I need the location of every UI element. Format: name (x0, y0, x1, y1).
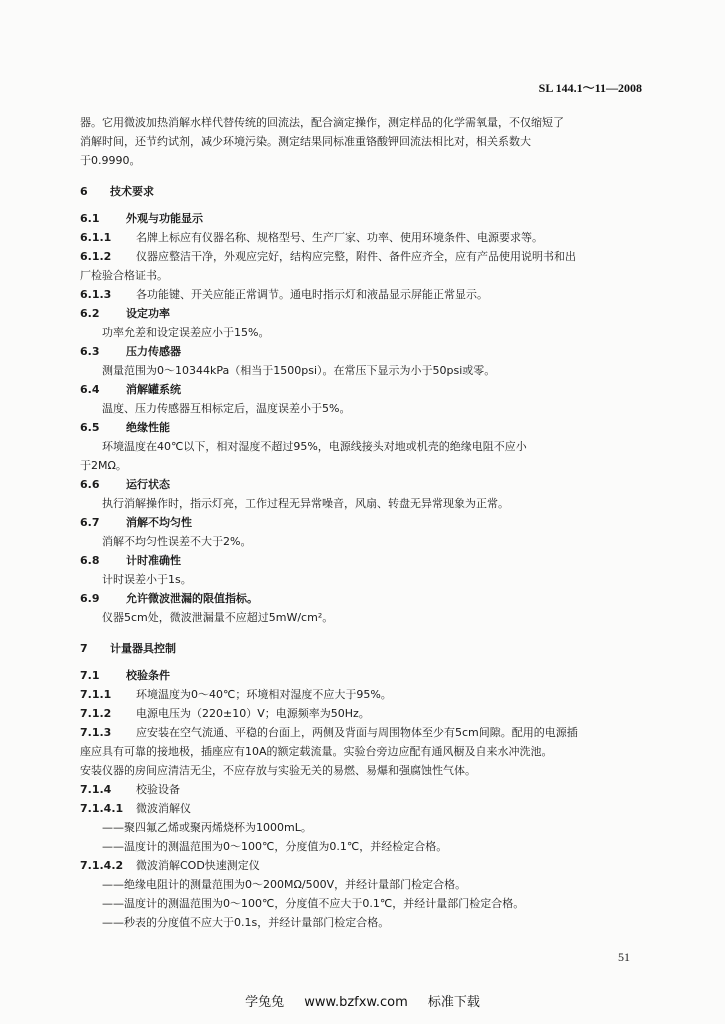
clause-6-5-heading (80, 418, 656, 437)
footer-slogan: 标准下载 (427, 995, 480, 1010)
clause-7-1-2 (80, 704, 656, 723)
clause-6-4-heading (80, 380, 656, 399)
clause-number: 6.7 (80, 516, 100, 529)
page-body (80, 113, 656, 932)
list-item: ——聚四氟乙烯或聚丙烯烧杯为1000mL。 (102, 821, 312, 834)
clause-7-1-3-continued: 安装仪器的房间应清洁无尘，不应存放与实验无关的易燃、易爆和强腐蚀性气体。 (80, 764, 476, 777)
clause-7-1-4-1 (80, 799, 656, 818)
clause-text: 微波消解COD快速测定仪 (136, 859, 260, 872)
clause-number: 6.4 (80, 383, 100, 396)
clause-number: 7.1.2 (80, 707, 112, 720)
clause-7-1-heading (80, 666, 656, 685)
list-item: ——温度计的测温范围为0～100℃，分度值不应大于0.1℃，并经计量部门检定合格。 (102, 897, 525, 910)
clause-title: 校验条件 (126, 669, 170, 682)
clause-6-7-heading (80, 513, 656, 532)
list-item: ——温度计的测温范围为0～100℃，分度值为0.1℃，并经检定合格。 (102, 840, 448, 853)
clause-title: 压力传感器 (126, 345, 181, 358)
clause-text: 仪器应整洁干净，外观应完好，结构应完整，附件、备件应齐全，应有产品使用说明书和出 (136, 250, 576, 263)
clause-text: 电源电压为（220±10）V；电源频率为50Hz。 (136, 707, 370, 720)
clause-title: 计时准确性 (126, 554, 181, 567)
clause-number: 7.1.3 (80, 726, 112, 739)
section-title: 技术要求 (110, 185, 154, 198)
clause-title: 消解不均匀性 (126, 516, 192, 529)
clause-6-2-text: 功率允差和设定误差应小于15%。 (102, 326, 270, 339)
clause-6-6-heading (80, 475, 656, 494)
clause-text: 校验设备 (136, 783, 180, 796)
clause-number: 6.8 (80, 554, 100, 567)
section-title: 计量器具控制 (110, 642, 176, 655)
clause-6-7-text: 消解不均匀性误差不大于2%。 (102, 535, 252, 548)
footer-url: www.bzfxw.com (304, 995, 408, 1010)
clause-6-2-heading (80, 304, 656, 323)
clause-number: 6.3 (80, 345, 100, 358)
clause-7-1-3-continued: 座应具有可靠的接地极，插座应有10A的额定载流量。实验台旁边应配有通风橱及自来水冲洗池。 (80, 745, 553, 758)
clause-7-1-3 (80, 723, 656, 742)
clause-title: 设定功率 (126, 307, 170, 320)
clause-number: 7.1.4 (80, 783, 112, 796)
section-6-heading (80, 182, 656, 201)
clause-6-1-2-continued: 厂检验合格证书。 (80, 269, 168, 282)
clause-6-8-text: 计时误差小于1s。 (102, 573, 192, 586)
list-item: ——秒表的分度值不应大于0.1s，并经计量部门检定合格。 (102, 916, 390, 929)
clause-title: 消解罐系统 (126, 383, 181, 396)
clause-title: 允许微波泄漏的限值指标。 (126, 592, 258, 605)
clause-number: 6.1.3 (80, 288, 112, 301)
clause-6-6-text: 执行消解操作时，指示灯亮，工作过程无异常噪音，风扇、转盘无异常现象为正常。 (102, 497, 509, 510)
clause-number: 6.1 (80, 212, 100, 225)
footer-site-name: 学兔兔 (245, 995, 285, 1010)
clause-6-5-text-continued: 于2MΩ。 (80, 459, 127, 472)
clause-6-1-3 (80, 285, 656, 304)
clause-6-8-heading (80, 551, 656, 570)
clause-title: 外观与功能显示 (126, 212, 203, 225)
list-item: ——绝缘电阻计的测量范围为0～200MΩ/500V，并经计量部门检定合格。 (102, 878, 467, 891)
section-number: 7 (80, 642, 88, 655)
intro-line: 消解时间，还节约试剂，减少环境污染。测定结果同标准重铬酸钾回流法相比对，相关系数大 (80, 135, 531, 148)
clause-number: 6.9 (80, 592, 100, 605)
clause-6-1-heading (80, 209, 656, 228)
clause-text: 环境温度为0～40℃；环境相对湿度不应大于95%。 (136, 688, 392, 701)
clause-6-3-text: 测量范围为0～10344kPa（相当于1500psi）。在常压下显示为小于50psi或零。 (102, 364, 496, 377)
clause-6-9-text: 仪器5cm处，微波泄漏量不应超过5mW/cm²。 (102, 611, 334, 624)
clause-text: 名牌上标应有仪器名称、规格型号、生产厂家、功率、使用环境条件、电源要求等。 (136, 231, 543, 244)
clause-number: 7.1.4.2 (80, 859, 124, 872)
clause-text: 应安装在空气流通、平稳的台面上，两侧及背面与周围物体至少有5cm间隙。配用的电源插 (136, 726, 578, 739)
clause-number: 7.1.1 (80, 688, 112, 701)
clause-text: 各功能键、开关应能正常调节。通电时指示灯和液晶显示屏能正常显示。 (136, 288, 488, 301)
clause-6-5-text: 环境温度在40℃以下，相对湿度不超过95%，电源线接头对地或机壳的绝缘电阻不应小 (102, 440, 527, 453)
clause-number: 6.1.1 (80, 231, 112, 244)
watermark-footer (0, 991, 725, 1010)
clause-7-1-1 (80, 685, 656, 704)
clause-6-9-heading (80, 589, 656, 608)
clause-number: 6.6 (80, 478, 100, 491)
section-number: 6 (80, 185, 88, 198)
clause-number: 6.5 (80, 421, 100, 434)
intro-paragraph (80, 113, 656, 170)
clause-title: 绝缘性能 (126, 421, 170, 434)
clause-7-1-4-2 (80, 856, 656, 875)
clause-title: 运行状态 (126, 478, 170, 491)
clause-number: 7.1.4.1 (80, 802, 124, 815)
clause-6-1-2 (80, 247, 656, 266)
clause-number: 6.2 (80, 307, 100, 320)
intro-line: 器。它用微波加热消解水样代替传统的回流法，配合滴定操作，测定样品的化学需氧量，不仅缩短了 (80, 116, 564, 129)
clause-number: 7.1 (80, 669, 100, 682)
clause-6-3-heading (80, 342, 656, 361)
clause-7-1-4 (80, 780, 656, 799)
section-7-heading (80, 639, 656, 658)
clause-6-1-1 (80, 228, 656, 247)
page-number: 51 (618, 950, 630, 964)
standard-number-header: SL 144.1～11—2008 (538, 81, 642, 95)
clause-6-4-text: 温度、压力传感器互相标定后，温度误差小于5%。 (102, 402, 351, 415)
clause-text: 微波消解仪 (136, 802, 191, 815)
clause-number: 6.1.2 (80, 250, 112, 263)
intro-line: 于0.9990。 (80, 154, 141, 167)
